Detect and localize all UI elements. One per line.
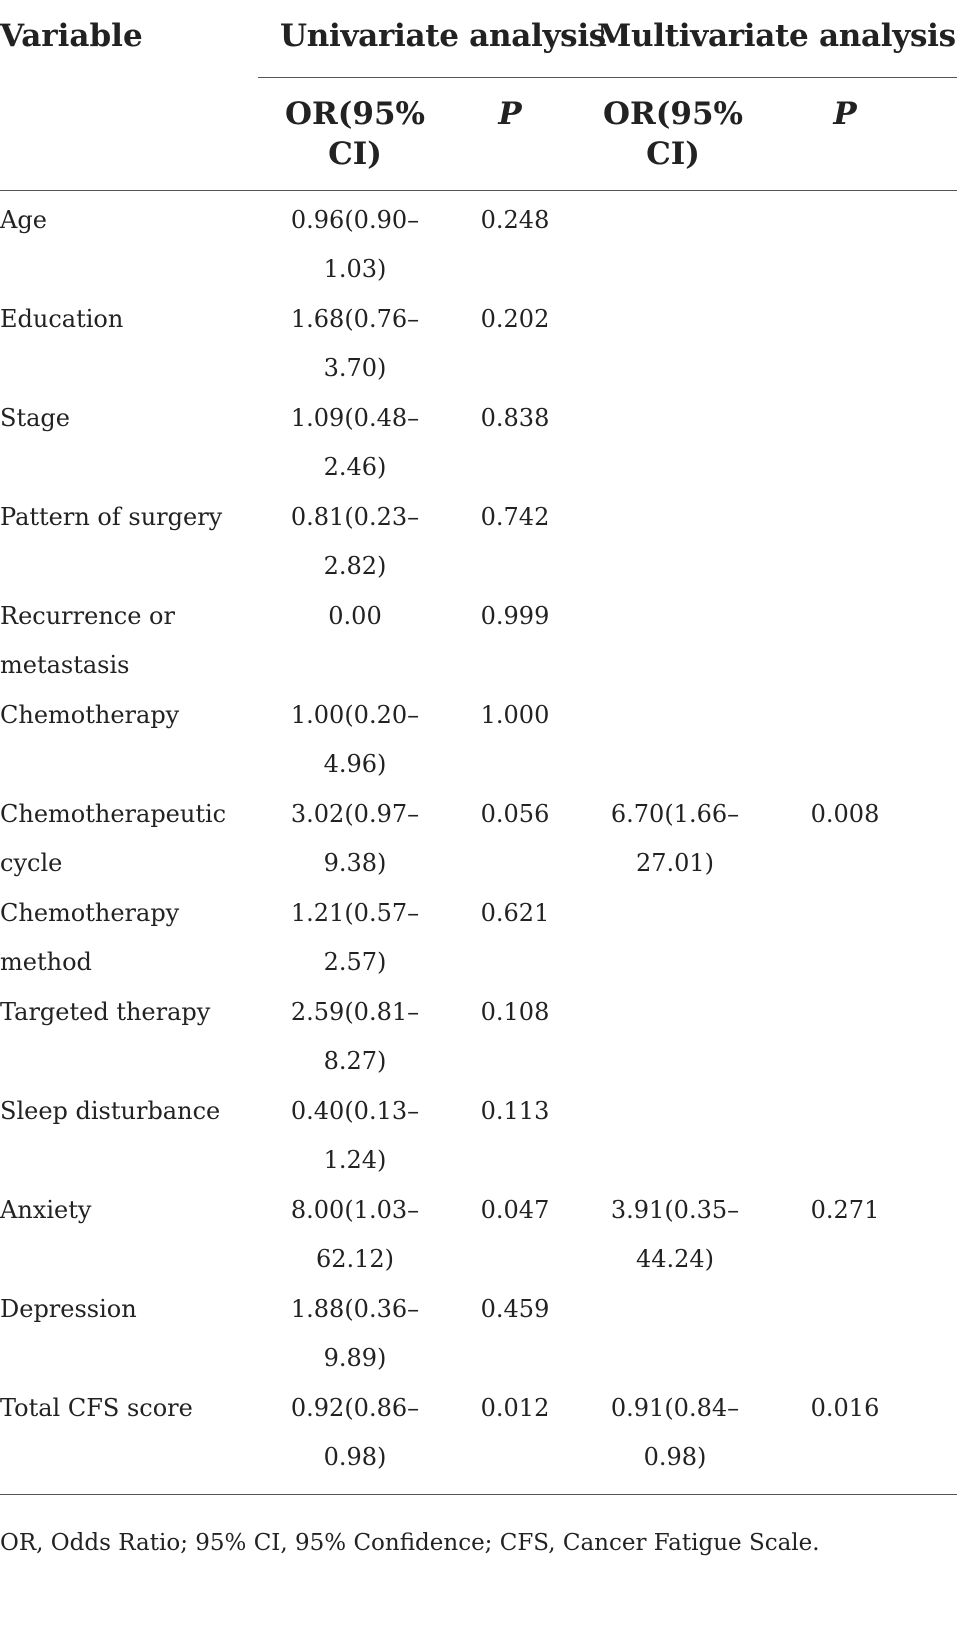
cell-variable: Pattern of surgery [0,503,223,531]
cell-p-univariate: 0.056 [480,800,550,828]
table-row [0,196,957,295]
cell-p-univariate: 0.742 [480,503,550,531]
cell-p-univariate: 0.248 [480,206,550,234]
cell-variable: Education [0,305,124,333]
cell-p-univariate: 0.621 [480,899,550,927]
subheader-or-ci-line2: CI) [328,136,382,172]
cell-variable: Anxiety [0,1196,92,1224]
cell-variable: Chemotherapeutic cycle [0,800,227,877]
table-row [0,691,957,790]
cell-or-ci-univariate: 1.00(0.20– 4.96) [290,701,420,778]
table-header [0,0,957,80]
cell-or-ci-univariate: 0.92(0.86– 0.98) [290,1394,420,1471]
table-row [0,1384,957,1483]
subheader-or-ci-line1: OR(95% [284,96,426,132]
header-divider [0,190,957,191]
subheader-p-univariate: P [498,96,522,132]
table-row [0,988,957,1087]
footer-divider [0,1494,957,1495]
cell-p-univariate: 0.202 [480,305,550,333]
table-row [0,493,957,592]
subheader-or-ci-line2: CI) [646,136,700,172]
cell-p-univariate: 1.000 [480,701,550,729]
cell-or-ci-univariate: 1.09(0.48– 2.46) [290,404,420,481]
cell-p-univariate: 0.113 [480,1097,550,1125]
table-row [0,295,957,394]
table-row [0,592,957,691]
cell-p-multivariate: 0.008 [810,800,880,828]
table-row [0,1285,957,1384]
cell-variable: Chemotherapy method [0,899,180,976]
cell-variable: Targeted therapy [0,998,211,1026]
table-row [0,394,957,493]
cell-or-ci-univariate: 8.00(1.03– 62.12) [290,1196,420,1273]
cell-variable: Total CFS score [0,1394,193,1422]
table-row [0,889,957,988]
cell-p-univariate: 0.459 [480,1295,550,1323]
cell-or-ci-multivariate: 6.70(1.66– 27.01) [610,800,740,877]
cell-or-ci-multivariate: 0.91(0.84– 0.98) [610,1394,740,1471]
cell-or-ci-univariate: 1.68(0.76– 3.70) [290,305,420,382]
cell-or-ci-univariate: 0.00 [328,602,382,630]
header-multivariate: Multivariate analysis [597,18,956,54]
cell-or-ci-univariate: 1.88(0.36– 9.89) [290,1295,420,1372]
cell-or-ci-multivariate: 3.91(0.35– 44.24) [610,1196,740,1273]
subheader-or-ci-multivariate [578,94,768,174]
subheader-p-multivariate: P [833,96,857,132]
table-row [0,1087,957,1186]
cell-variable: Age [0,206,47,234]
cell-p-univariate: 0.108 [480,998,550,1026]
cell-or-ci-univariate: 3.02(0.97– 9.38) [290,800,420,877]
cell-variable: Stage [0,404,70,432]
cell-p-univariate: 0.999 [480,602,550,630]
table-footnote: OR, Odds Ratio; 95% CI, 95% Confidence; CFS, Cancer Fatigue Scale. [0,1530,820,1556]
subheader-or-ci-line1: OR(95% [602,96,744,132]
cell-or-ci-univariate: 2.59(0.81– 8.27) [290,998,420,1075]
table-row [0,790,957,889]
table-row [0,1186,957,1285]
cell-variable: Recurrence or metastasis [0,602,175,679]
cell-p-univariate: 0.838 [480,404,550,432]
cell-variable: Chemotherapy [0,701,180,729]
cell-or-ci-univariate: 0.40(0.13– 1.24) [290,1097,420,1174]
header-variable: Variable [0,18,143,54]
cell-p-univariate: 0.012 [480,1394,550,1422]
cell-or-ci-univariate: 0.96(0.90– 1.03) [290,206,420,283]
cell-or-ci-univariate: 1.21(0.57– 2.57) [290,899,420,976]
cell-or-ci-univariate: 0.81(0.23– 2.82) [290,503,420,580]
cell-variable: Depression [0,1295,137,1323]
group-divider [258,77,957,78]
header-univariate: Univariate analysis [280,18,606,54]
subheader-or-ci-univariate [260,94,450,174]
cell-p-univariate: 0.047 [480,1196,550,1224]
cell-p-multivariate: 0.271 [810,1196,880,1224]
cell-p-multivariate: 0.016 [810,1394,880,1422]
cell-variable: Sleep disturbance [0,1097,221,1125]
table-body [0,196,957,1483]
